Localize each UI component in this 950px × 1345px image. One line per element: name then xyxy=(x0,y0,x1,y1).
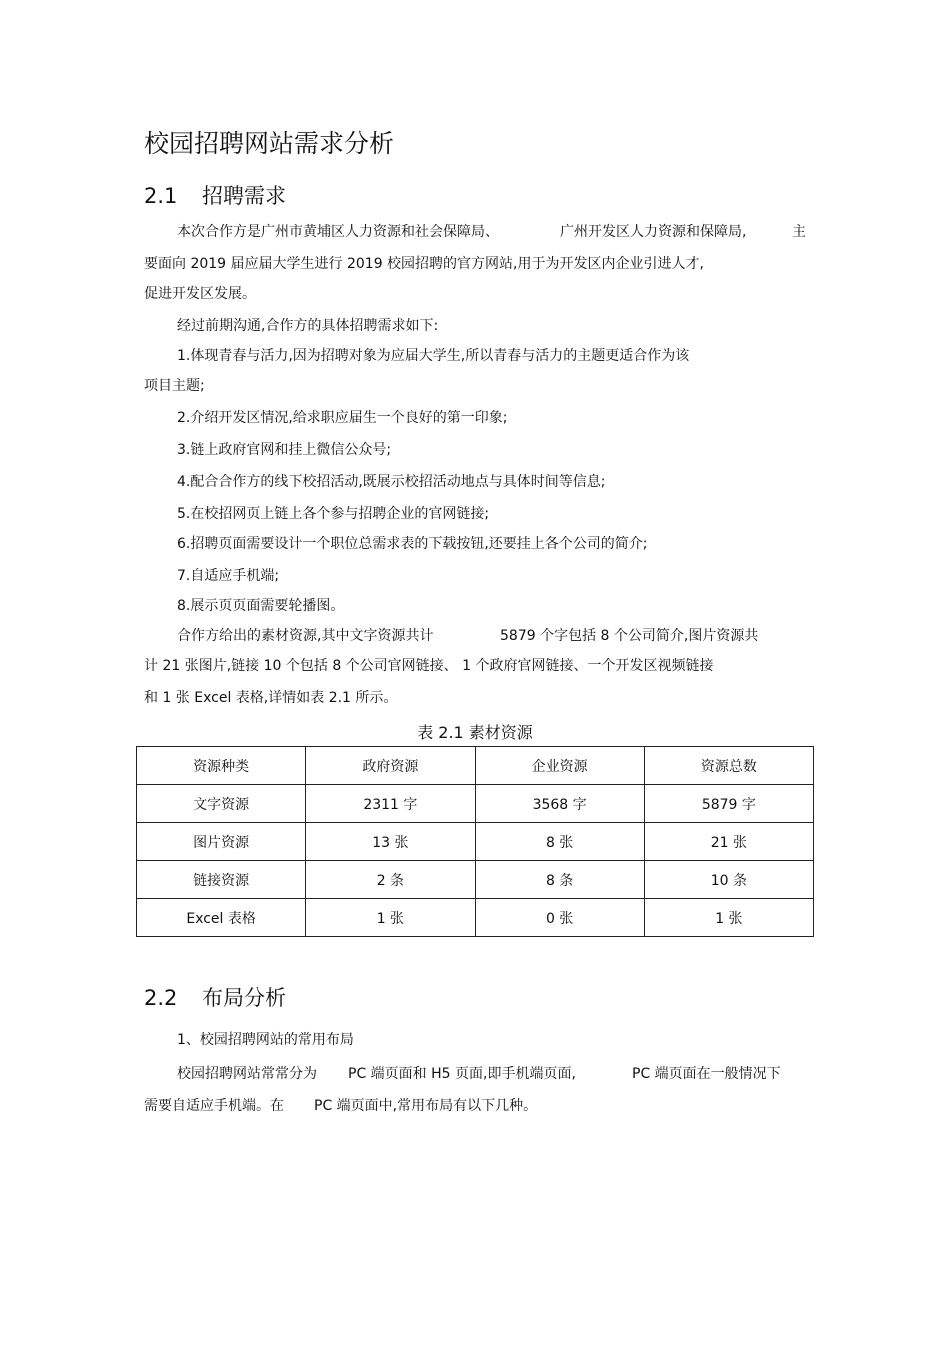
table-header-cell: 资源种类 xyxy=(137,747,306,785)
resource-table xyxy=(136,746,814,937)
paragraph-line: 和 1 张 Excel 表格,详情如表 2.1 所示。 xyxy=(144,690,398,706)
table-cell: 0 张 xyxy=(475,899,644,937)
list-item: 4.配合合作方的线下校招活动,既展示校招活动地点与具体时间等信息; xyxy=(177,474,606,490)
section-title: 招聘需求 xyxy=(202,184,286,208)
table-header-cell: 企业资源 xyxy=(475,747,644,785)
paragraph-line: 1、校园招聘网站的常用布局 xyxy=(177,1032,354,1048)
paragraph-line: 合作方给出的素材资源,其中文字资源共计 xyxy=(177,628,434,644)
table-cell: 图片资源 xyxy=(137,823,306,861)
table-cell: 13 张 xyxy=(306,823,475,861)
section-number: 2.1 xyxy=(144,184,178,208)
paragraph-line: PC 端页面和 H5 页面,即手机端页面, xyxy=(348,1066,576,1082)
list-item: 8.展示页页面需要轮播图。 xyxy=(177,598,345,614)
paragraph-line: 校园招聘网站常常分为 xyxy=(177,1066,317,1082)
list-item: 6.招聘页面需要设计一个职位总需求表的下载按钮,还要挂上各个公司的简介; xyxy=(177,536,648,552)
table-header-cell: 资源总数 xyxy=(644,747,813,785)
paragraph-line: 计 21 张图片,链接 10 个包括 8 个公司官网链接、 1 个政府官网链接、一个开发区视频链接 xyxy=(144,658,714,674)
table-cell: 3568 字 xyxy=(475,785,644,823)
paragraph-line: 促进开发区发展。 xyxy=(144,286,256,302)
table-caption: 表 2.1 素材资源 xyxy=(417,723,533,742)
section-number: 2.2 xyxy=(144,986,178,1010)
table-cell: 8 张 xyxy=(475,823,644,861)
list-item: 1.体现青春与活力,因为招聘对象为应届大学生,所以青春与活力的主题更适合作为该 xyxy=(177,348,690,364)
list-item: 5.在校招网页上链上各个参与招聘企业的官网链接; xyxy=(177,506,490,522)
table-row xyxy=(137,861,814,899)
paragraph-line: 主 xyxy=(792,224,806,240)
section-title: 布局分析 xyxy=(202,986,286,1010)
table-row xyxy=(137,785,814,823)
paragraph-line: 本次合作方是广州市黄埔区人力资源和社会保障局、 xyxy=(177,224,499,240)
table-cell: 1 张 xyxy=(306,899,475,937)
table-cell: Excel 表格 xyxy=(137,899,306,937)
paragraph-line: 5879 个字包括 8 个公司简介,图片资源共 xyxy=(500,628,759,644)
table-cell: 2 条 xyxy=(306,861,475,899)
paragraph-line: PC 端页面在一般情况下 xyxy=(632,1066,781,1082)
table-row xyxy=(137,823,814,861)
table-header-row xyxy=(137,747,814,785)
table-cell: 文字资源 xyxy=(137,785,306,823)
table-cell: 链接资源 xyxy=(137,861,306,899)
paragraph-line: 经过前期沟通,合作方的具体招聘需求如下: xyxy=(177,318,439,334)
table-cell: 1 张 xyxy=(644,899,813,937)
paragraph-line: PC 端页面中,常用布局有以下几种。 xyxy=(314,1098,538,1114)
list-item: 7.自适应手机端; xyxy=(177,568,280,584)
list-item: 2.介绍开发区情况,给求职应届生一个良好的第一印象; xyxy=(177,410,508,426)
section-heading-2-1 xyxy=(144,180,286,210)
document-title: 校园招聘网站需求分析 xyxy=(144,129,395,158)
paragraph-line: 需要自适应手机端。在 xyxy=(144,1098,284,1114)
paragraph-line: 广州开发区人力资源和保障局, xyxy=(560,224,747,240)
section-heading-2-2 xyxy=(144,982,286,1012)
table-cell: 8 条 xyxy=(475,861,644,899)
table-cell: 5879 字 xyxy=(644,785,813,823)
list-item: 3.链上政府官网和挂上微信公众号; xyxy=(177,442,392,458)
table-cell: 21 张 xyxy=(644,823,813,861)
table-cell: 2311 字 xyxy=(306,785,475,823)
table-cell: 10 条 xyxy=(644,861,813,899)
table-header-cell: 政府资源 xyxy=(306,747,475,785)
list-item: 项目主题; xyxy=(144,378,205,394)
paragraph-line: 要面向 2019 届应届大学生进行 2019 校园招聘的官方网站,用于为开发区内企业引进人才, xyxy=(144,256,704,272)
table-row xyxy=(137,899,814,937)
